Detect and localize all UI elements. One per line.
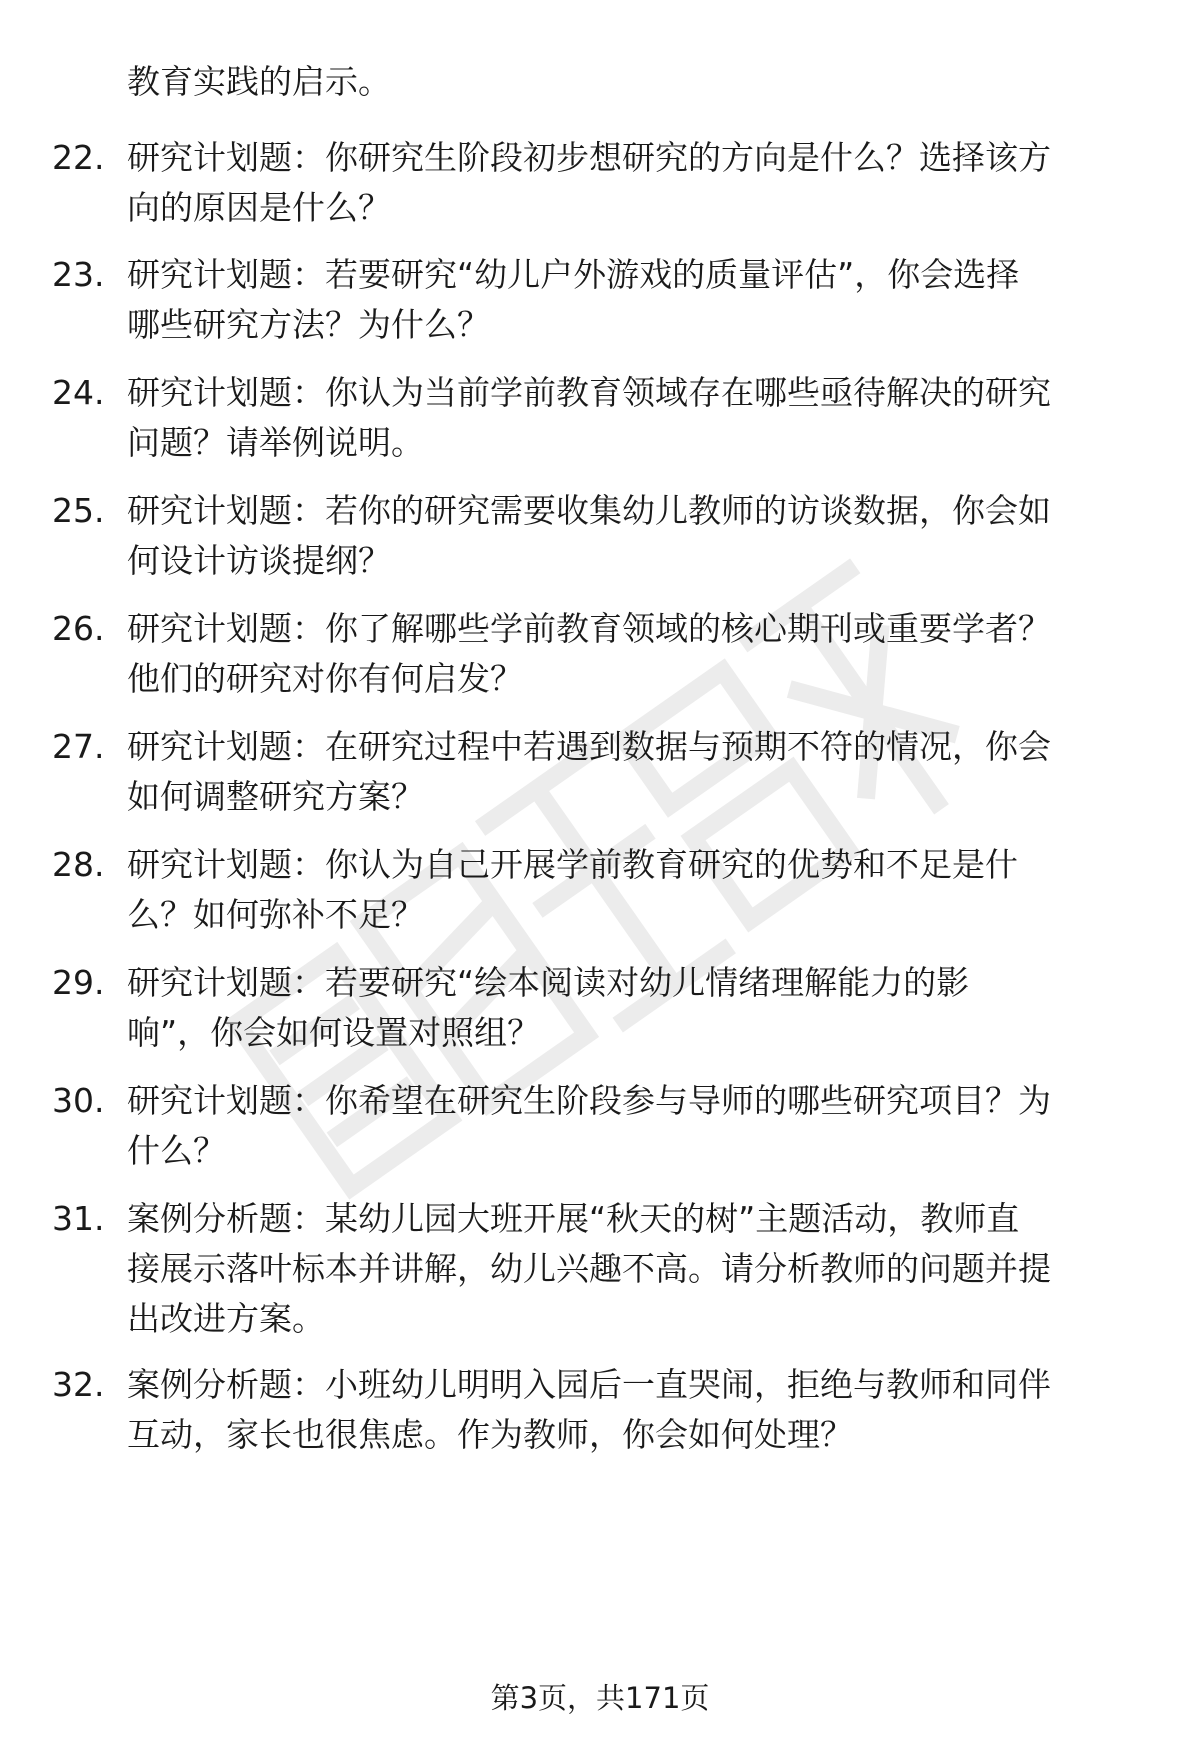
question-text <box>127 1194 1147 1344</box>
question-number: 32. <box>52 1365 105 1404</box>
question-text <box>127 722 1147 822</box>
question-text-line: 何设计访谈提纲？ <box>127 541 391 580</box>
question-text-line: 案例分析题：小班幼儿明明入园后一直哭闹，拒绝与教师和同伴 <box>127 1365 1051 1404</box>
question-text-line: 哪些研究方法？为什么？ <box>127 305 490 344</box>
question-text-line: 研究计划题：若你的研究需要收集幼儿教师的访谈数据，你会如 <box>127 491 1051 530</box>
question-number: 22. <box>52 138 105 177</box>
question-text-line: 向的原因是什么？ <box>127 188 391 227</box>
question-number: 28. <box>52 845 105 884</box>
question-text-line: 如何调整研究方案？ <box>127 777 424 816</box>
question-text-line: 研究计划题：若要研究“绘本阅读对幼儿情绪理解能力的影 <box>127 963 970 1002</box>
question-text-line: 问题？请举例说明。 <box>127 423 424 462</box>
page-footer: 第3页，共171页 <box>490 1681 710 1715</box>
question-text-line: 研究计划题：在研究过程中若遇到数据与预期不符的情况，你会 <box>127 727 1051 766</box>
question-text-line: 响”，你会如何设置对照组？ <box>127 1013 541 1052</box>
question-text-line: 研究计划题：你了解哪些学前教育领域的核心期刊或重要学者？ <box>127 609 1051 648</box>
question-number: 31. <box>52 1199 105 1238</box>
question-number: 24. <box>52 373 105 412</box>
question-text <box>127 1076 1147 1176</box>
question-text-line: 研究计划题：你认为自己开展学前教育研究的优势和不足是什 <box>127 845 1018 884</box>
question-text-line: 研究计划题：你研究生阶段初步想研究的方向是什么？选择该方 <box>127 138 1051 177</box>
question-number: 26. <box>52 609 105 648</box>
question-text <box>127 486 1147 586</box>
question-text-line: 他们的研究对你有何启发？ <box>127 659 523 698</box>
question-text <box>127 958 1147 1058</box>
question-text-line: 互动，家长也很焦虑。作为教师，你会如何处理？ <box>127 1415 853 1454</box>
question-text-line: 研究计划题：若要研究“幼儿户外游戏的质量评估”，你会选择 <box>127 255 1020 294</box>
question-text-line: 么？如何弥补不足？ <box>127 895 424 934</box>
question-text-line: 研究计划题：你希望在研究生阶段参与导师的哪些研究项目？为 <box>127 1081 1051 1120</box>
question-text <box>127 133 1147 233</box>
intro-line: 教育实践的启示。 <box>127 62 391 101</box>
question-text-line: 研究计划题：你认为当前学前教育领域存在哪些亟待解决的研究 <box>127 373 1051 412</box>
question-text-line: 什么？ <box>127 1131 226 1170</box>
question-number: 25. <box>52 491 105 530</box>
question-text <box>127 1360 1147 1460</box>
question-text <box>127 250 1147 350</box>
question-number: 23. <box>52 255 105 294</box>
question-number: 29. <box>52 963 105 1002</box>
question-number: 27. <box>52 727 105 766</box>
question-text-line: 案例分析题：某幼儿园大班开展“秋天的树”主题活动，教师直 <box>127 1199 1020 1238</box>
question-text <box>127 840 1147 940</box>
question-text-line: 接展示落叶标本并讲解，幼儿兴趣不高。请分析教师的问题并提 <box>127 1249 1051 1288</box>
question-number: 30. <box>52 1081 105 1120</box>
question-text <box>127 604 1147 704</box>
question-text-line: 出改进方案。 <box>127 1299 325 1338</box>
question-text <box>127 368 1147 468</box>
